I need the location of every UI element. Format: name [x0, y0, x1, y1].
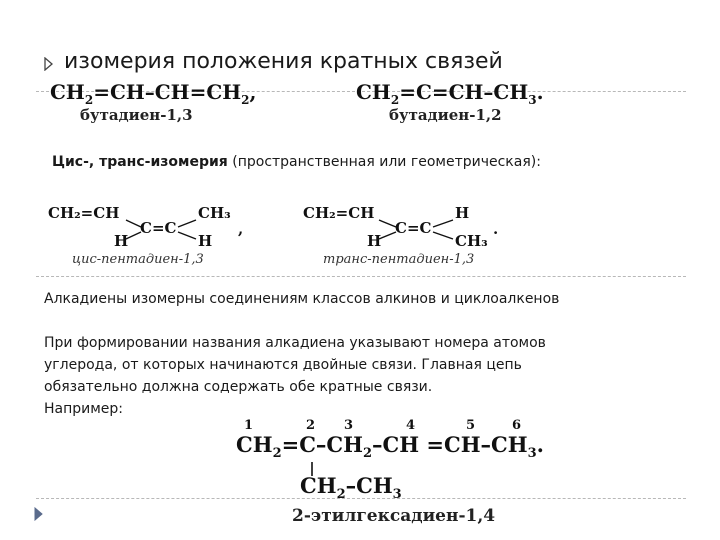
naming-line-2: углерода, от которых начинаются двойные связи. Главная цепь	[44, 357, 522, 373]
divider-middle	[36, 276, 686, 277]
naming-line-1: При формировании названия алкадиена указывают номера атомов	[44, 335, 546, 351]
divider-bottom	[36, 498, 686, 499]
cis-trans-label	[52, 154, 541, 170]
cis-top-right: CH₃	[198, 204, 231, 222]
caption-butadiene-1-3: бутадиен-1,3	[80, 106, 193, 124]
cis-trans-label-rest: (пространственная или геометрическая):	[227, 154, 541, 170]
trans-center: C=C	[395, 219, 432, 237]
example-structure	[236, 418, 566, 530]
cis-separator: ,	[238, 220, 244, 238]
bullet-arrow-icon	[44, 57, 54, 71]
cis-trans-label-bold: Цис-, транс-изомерия	[52, 154, 228, 170]
cis-bonds	[48, 200, 248, 260]
atom-number-1: 1	[244, 418, 254, 433]
naming-paragraph	[44, 332, 546, 420]
example-main-chain: $CH_2=C-CH_2-CH =CH-CH_3$.	[236, 432, 544, 462]
trans-separator: .	[493, 220, 499, 238]
alkadiene-isomer-text: Алкадиены изомерны соединениям классов алкинов и циклоалкенов	[44, 291, 560, 307]
atom-number-6: 6	[512, 418, 522, 433]
formula-butadiene-1-3: $CH_2=CH-CH=CH_2$,	[50, 80, 257, 107]
trans-top-left: CH₂=CH	[303, 204, 375, 222]
trans-structure	[303, 200, 513, 272]
atom-number-2: 2	[306, 418, 316, 433]
nav-arrow-icon	[34, 507, 44, 521]
example-caption: 2-этилгексадиен-1,4	[292, 506, 496, 526]
naming-line-3: обязательно должна содержать обе кратные связи.	[44, 379, 433, 395]
caption-butadiene-1-2: бутадиен-1,2	[389, 106, 502, 124]
formula-butadiene-1-2: $CH_2=C=CH-CH_3$.	[356, 80, 544, 107]
bullet-heading: изомерия положения кратных связей	[64, 49, 503, 74]
atom-number-3: 3	[344, 418, 354, 433]
cis-bottom-left: H	[114, 232, 129, 250]
atom-number-4: 4	[406, 418, 416, 433]
example-branch: $CH_2-CH_3$	[300, 473, 402, 503]
cis-structure	[48, 200, 248, 272]
atom-number-5: 5	[466, 418, 476, 433]
trans-bottom-right: CH₃	[455, 232, 488, 250]
trans-bottom-left: H	[367, 232, 382, 250]
trans-top-right: H	[455, 204, 470, 222]
cis-caption: цис-пентадиен-1,3	[72, 252, 204, 267]
cis-center: C=C	[140, 219, 177, 237]
trans-caption: транс-пентадиен-1,3	[323, 252, 475, 267]
cis-bottom-right: H	[198, 232, 213, 250]
naming-line-4: Например:	[44, 401, 124, 417]
trans-bonds	[303, 200, 513, 260]
cis-top-left: CH₂=CH	[48, 204, 120, 222]
